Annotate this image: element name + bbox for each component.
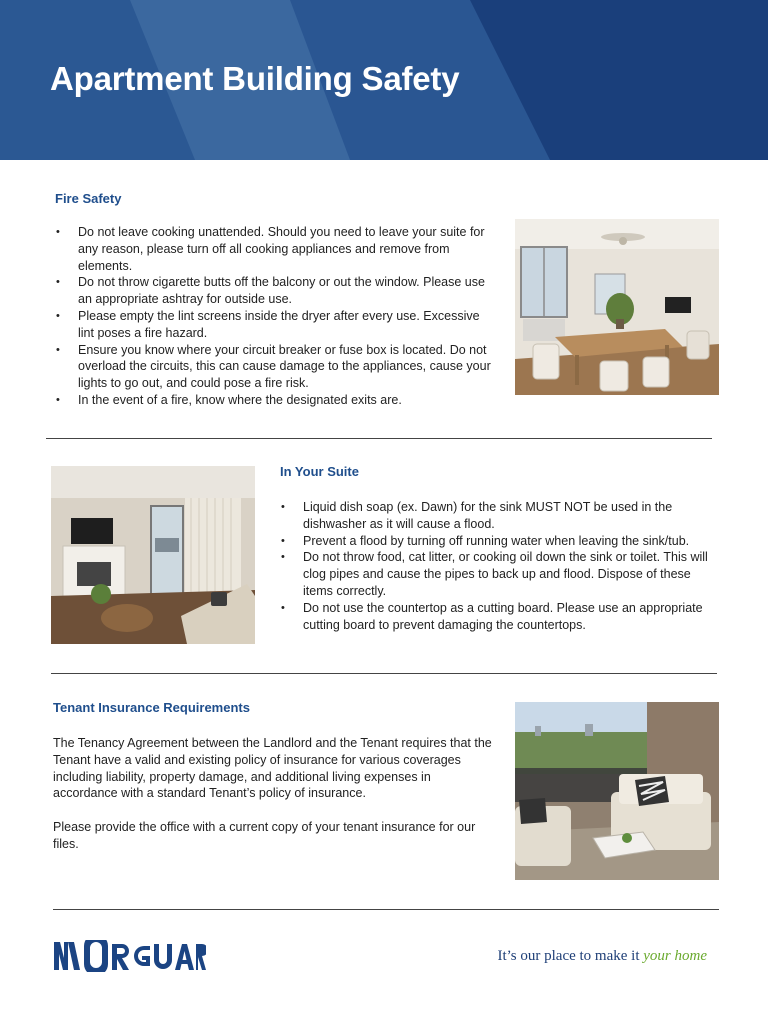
list-item: • Ensure you know where your circuit breaker or fuse box is located. Do not overload the circuits, this can cause damage to the appliances, cause your lights to go out, and could pose a fire risk. (54, 342, 494, 392)
list-item: • Do not throw food, cat litter, or cooking oil down the sink or toilet. This will clog pipes and cause the pipes to back up and flood. Dispose of these items correctly. (279, 549, 711, 599)
in-your-suite-heading: In Your Suite (280, 464, 359, 479)
insurance-paragraph: Please provide the office with a current copy of your tenant insurance for our files. (53, 820, 476, 851)
logo-icon (54, 940, 206, 972)
section-divider (53, 909, 719, 910)
balcony-photo (515, 702, 719, 880)
list-item: • Please empty the lint screens inside the dryer after every use. Excessive lint poses a fire hazard. (54, 308, 494, 342)
list-item: • In the event of a fire, know where the designated exits are. (54, 392, 494, 409)
header-banner (0, 0, 768, 160)
list-item: • Liquid dish soap (ex. Dawn) for the sink MUST NOT be used in the dishwasher as it will cause a flood. (279, 499, 711, 533)
list-item: • Prevent a flood by turning off running water when leaving the sink/tub. (279, 533, 711, 550)
living-room-photo (51, 466, 255, 644)
list-item: • Do not leave cooking unattended. Should you need to leave your suite for any reason, please turn off all cooking appliances and remove from elements. (54, 224, 494, 274)
section-divider (51, 673, 717, 674)
section-divider (46, 438, 712, 439)
morguard-logo (54, 940, 206, 977)
fire-safety-heading: Fire Safety (55, 191, 122, 206)
tenant-insurance-heading: Tenant Insurance Requirements (53, 700, 250, 715)
list-item: • Do not use the countertop as a cutting board. Please use an appropriate cutting board to prevent damaging the countertops. (279, 600, 711, 634)
in-your-suite-list (279, 499, 711, 633)
dining-room-photo (515, 219, 719, 395)
page-title: Apartment Building Safety (50, 60, 460, 97)
tagline-accent: your home (643, 948, 707, 964)
tagline (497, 948, 707, 965)
fire-safety-list (54, 224, 494, 409)
tagline-main: It’s our place to make it (497, 948, 644, 964)
insurance-paragraph: The Tenancy Agreement between the Landlord and the Tenant requires that the Tenant have a valid and existing policy of insurance for various coverages including liability, property damage, and additional living expenses in accordance with a standard Tenant’s policy of insurance. (53, 736, 492, 801)
list-item: • Do not throw cigarette butts off the balcony or out the window. Please use an appropriate ashtray for outside use. (54, 274, 494, 308)
